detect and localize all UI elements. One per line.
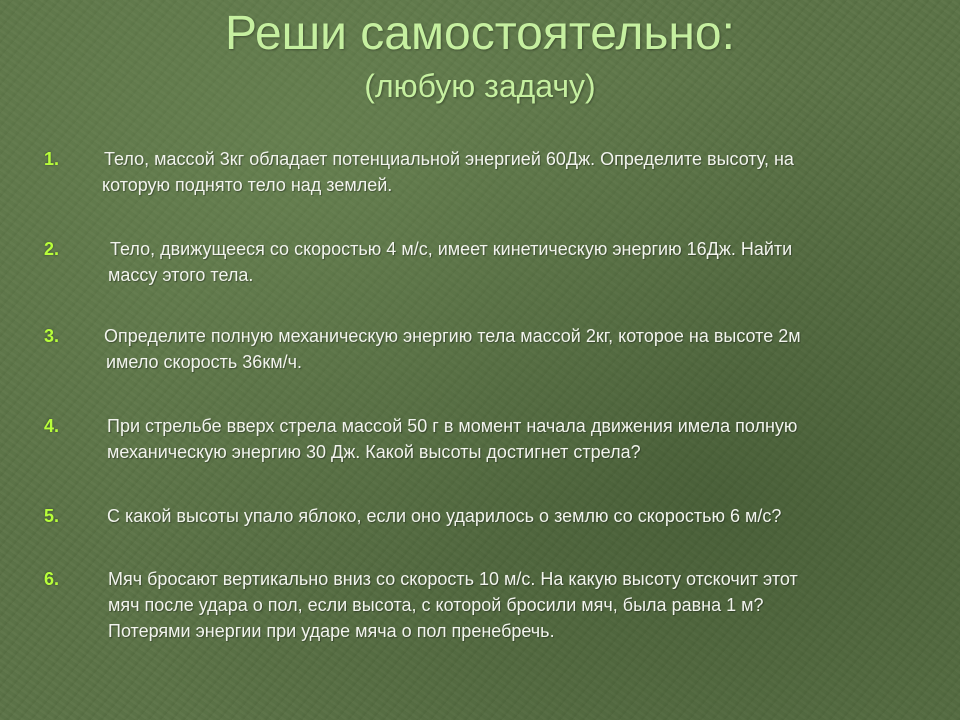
task-number: 6.	[44, 569, 60, 589]
page-subtitle: (любую задачу)	[364, 68, 596, 104]
task-line: С какой высоты упало яблоко, если оно ударилось о землю со скоростью 6 м/с?	[107, 506, 782, 526]
task-line: Определите полную механическую энергию тела массой 2кг, которое на высоте 2м	[104, 326, 801, 346]
page-title: Реши самостоятельно:	[225, 7, 735, 60]
task-line: Мяч бросают вертикально вниз со скорость 10 м/с. На какую высоту отскочит этот	[108, 569, 798, 589]
task-text	[108, 566, 798, 644]
task-number: 2.	[44, 239, 60, 259]
task-line: имело скорость 36км/ч.	[106, 352, 302, 372]
task-number: 4.	[44, 416, 60, 436]
task-line: При стрельбе вверх стрела массой 50 г в момент начала движения имела полную	[107, 416, 798, 436]
task-line: Тело, массой 3кг обладает потенциальной энергией 60Дж. Определите высоту, на	[104, 149, 794, 169]
task-number: 3.	[44, 326, 60, 346]
task-line: мяч после удара о пол, если высота, с которой бросили мяч, была равна 1 м?	[108, 595, 764, 615]
task-text	[104, 323, 801, 375]
task-line: которую поднято тело над землей.	[102, 175, 393, 195]
task-line: Потерями энергии при ударе мяча о пол пренебречь.	[108, 621, 555, 641]
task-text	[107, 503, 781, 529]
task-number: 1.	[44, 149, 60, 169]
task-line: Тело, движущееся со скоростью 4 м/с, имеет кинетическую энергию 16Дж. Найти	[110, 239, 793, 259]
task-number: 5.	[44, 506, 60, 526]
task-text	[107, 413, 797, 465]
task-text	[110, 236, 792, 288]
task-line: массу этого тела.	[108, 265, 254, 285]
task-line: механическую энергию 30 Дж. Какой высоты достигнет стрела?	[107, 442, 641, 462]
task-text	[104, 146, 794, 198]
